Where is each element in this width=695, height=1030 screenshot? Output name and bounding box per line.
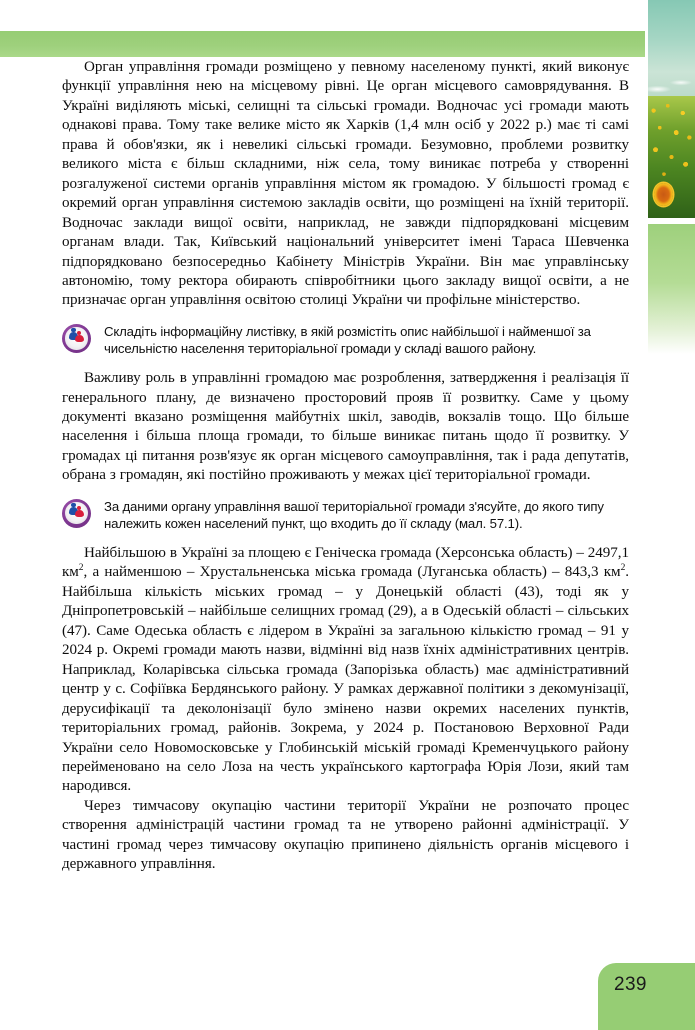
paragraph-3-segment-1: Найбільшою в Україні за площею є Геніческа громада (Херсонська область) – 2497,1 км bbox=[62, 544, 630, 581]
text-column bbox=[62, 58, 629, 875]
paragraph-3-superscript-2: 2 bbox=[620, 563, 626, 574]
icon-inner-disc bbox=[65, 502, 87, 524]
paragraph-3 bbox=[62, 544, 629, 797]
task-callout-1 bbox=[62, 323, 629, 358]
paragraph-3-segment-3: . Найбільша кількість міських громад – у Донецькій області (43), тоді як у Дніпропетровській – найбільше селищних громад (29), а в Одеській області – сільських (47). Саме Одеська область є лідером в Україні за загальною кількістю громад – 91 у 2024 р. Окремі громади мають назви, відмінні від назв їхніх адміністративних центрів. Наприклад, Коларівська сільська громада (Запорізька область) має адміністративний центр у с. Софіївка Бердянського району. У рамках державної політики з декомунізації, дерусифікації та деколонізації було змінено назви окремих населених пунктів, територіальних громад, районів. Зокрема, у 2024 р. Постановою Верховної Ради України село Новомосковське у Глобинській міській громаді Кременчуцького району перейменовано на село Лоза на честь українського картографа Юрія Лози, який там народився. bbox=[62, 564, 629, 795]
icon-person-red bbox=[75, 335, 83, 342]
icon-person-red bbox=[75, 510, 83, 517]
paragraph-2: Важливу роль в управлінні громадою має розроблення, затвердження і реалізація її генерального плану, де визначено просторовий прояв її розвитку. Саме у цьому документі вказано розміщення майбутніх шкіл, заводів, вокзалів тощо. Що більше населення і більша площа громади, то більше виникає питань щодо її розвитку. У громадах ці питання розв'язує як орган місцевого самоуправління, так і рада депутатів, обрана з громадян, які постійно проживають у межах цієї територіальної громади. bbox=[62, 370, 629, 484]
two-people-icon bbox=[62, 499, 91, 528]
top-green-bar bbox=[0, 31, 645, 57]
task-text-1: Складіть інформаційну листівку, в якій розмістіть опис найбільшої і найменшої за чисельністю населення територіальної громади у складі вашого району. bbox=[104, 323, 591, 357]
page-number: 239 bbox=[614, 974, 647, 995]
paragraph-4: Через тимчасову окупацію частини території України не розпочато процес створення адміністрацій частини громад та не утворено районні адміністрації. У частині громад через тимчасову окупацію припинено діяльність органів місцевого і державного управління. bbox=[62, 797, 629, 873]
paragraph-3-segment-2: , а найменшою – Хрустальненська міська громада (Луганська область) – 843,3 км bbox=[83, 564, 621, 581]
task-text-2: За даними органу управління вашої територіальної громади з'ясуйте, до якого типу належить кожен населений пункт, що входить до її складу (мал. 57.1). bbox=[104, 498, 604, 532]
task-callout-2 bbox=[62, 498, 629, 533]
photo-foreground-sunflower bbox=[654, 183, 673, 206]
page-number-block bbox=[598, 963, 695, 1030]
paragraph-1: Орган управління громади розміщено у певному населеному пункті, який виконує функції управління нею на місцевому рівні. Це орган місцевого самоврядування. В Україні виділяють міські, селищні та сільські громади. Водночас усі громади мають однакові права. Тому таке велике місто як Харків (1,4 млн осіб у 2022 р.) має ті самі права й обов'язки, як і невеликі сільські громади. Безумовно, проблеми розвитку великого міста є більш складними, ніж села, тому виникає потреба у створенні розгалуженої системи органів управління містом як громадою. У більшості громад є окремий орган управління системою закладів освіти, що розміщені на їхній території. Водночас заклади вищої освіти, наприклад, не завжди підпорядковані місцевим органам влади. Так, Київський національний університет імені Тараса Шевченка підпорядковано безпосередньо Кабінету Міністрів України. Він має управлінську автономію, тому ректора обирають співробітники цього закладу вищої освіти, а не призначає орган управління освітою столиці України чи профільне міністерство. bbox=[62, 59, 629, 309]
paragraph-3-superscript-1: 2 bbox=[78, 563, 84, 574]
sunflower-field-photo bbox=[648, 0, 695, 218]
icon-inner-disc bbox=[65, 327, 87, 349]
side-green-strip bbox=[648, 224, 695, 354]
two-people-icon bbox=[62, 324, 91, 353]
